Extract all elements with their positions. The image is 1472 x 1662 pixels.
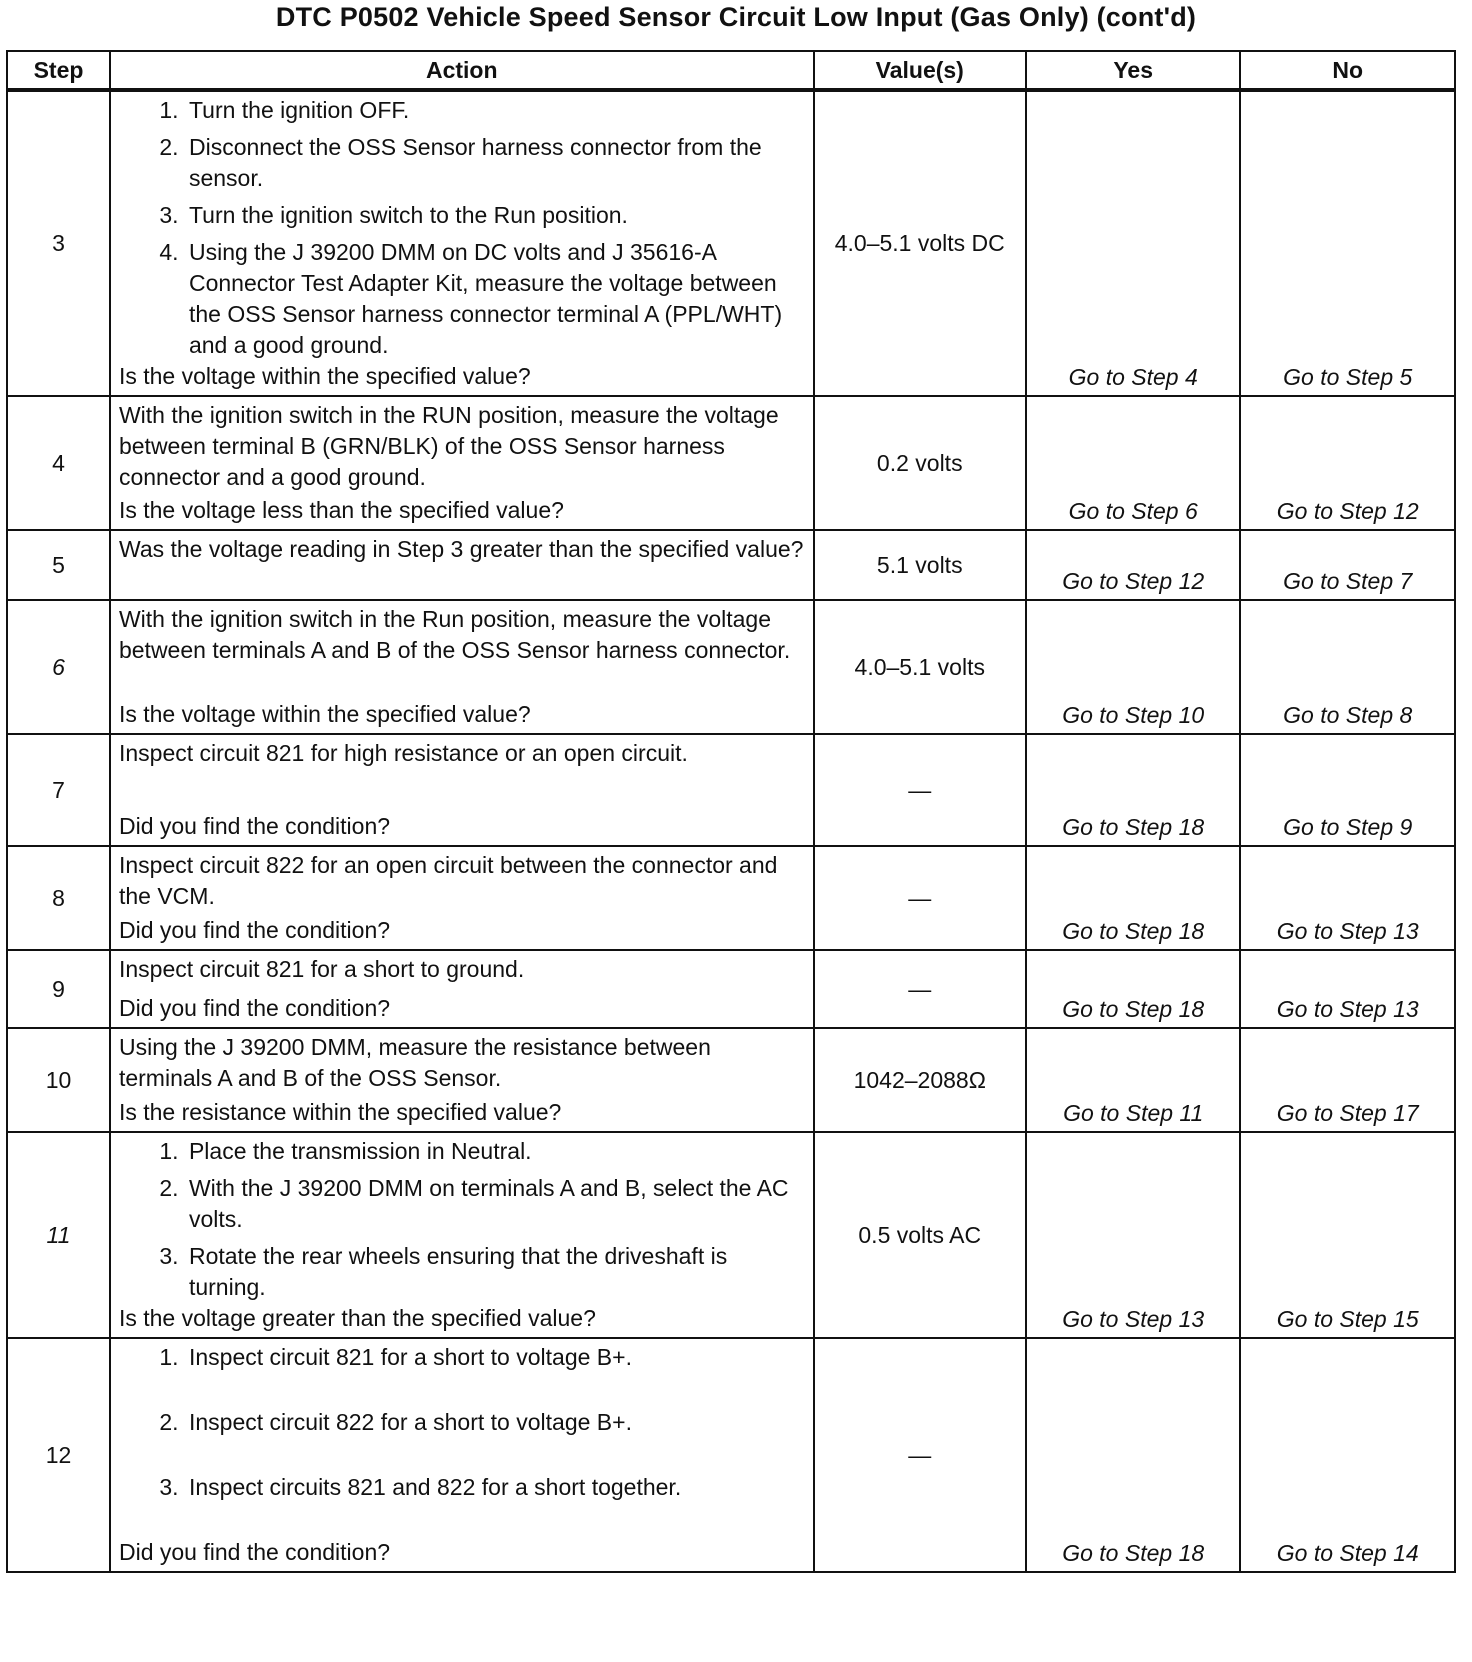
action-instructions (119, 850, 807, 912)
action-question: Did you find the condition? (118, 995, 391, 1021)
action-content (119, 850, 807, 946)
table-row (7, 734, 1455, 846)
action-cell (110, 846, 814, 950)
table-row (7, 950, 1455, 1028)
action-step: 2. Disconnect the OSS Sensor harness connector from the sensor. (185, 132, 807, 194)
action-step: 1. Turn the ignition OFF. (185, 95, 807, 126)
step-number: 8 (7, 846, 110, 950)
action-cell (110, 90, 814, 396)
action-question: Is the voltage within the specified value? (118, 701, 531, 727)
action-question: Did you find the condition? (118, 813, 391, 839)
yes-result: Go to Step 11 (1026, 1028, 1241, 1132)
table-row (7, 1132, 1455, 1338)
table-row (7, 1028, 1455, 1132)
specified-value: — (814, 734, 1026, 846)
specified-value: 1042–2088Ω (814, 1028, 1026, 1132)
action-instructions (119, 738, 807, 769)
table-row (7, 846, 1455, 950)
step-number: 6 (7, 600, 110, 734)
diagnostic-table (6, 50, 1456, 1573)
action-cell (110, 1028, 814, 1132)
no-result: Go to Step 12 (1240, 396, 1455, 530)
action-cell (110, 396, 814, 530)
table-row (7, 1338, 1455, 1572)
action-step: 3. Rotate the rear wheels ensuring that the driveshaft is turning. (185, 1241, 807, 1303)
action-instructions (119, 400, 807, 493)
action-content (119, 534, 807, 596)
action-content (119, 1136, 807, 1334)
action-content (119, 400, 807, 526)
table-header-row (7, 51, 1455, 90)
step-number: 12 (7, 1338, 110, 1572)
step-number: 7 (7, 734, 110, 846)
action-content (119, 95, 807, 392)
action-step: 3. Inspect circuits 821 and 822 for a short together. (185, 1472, 807, 1503)
action-cell (110, 1338, 814, 1572)
action-question: Did you find the condition? (118, 1539, 391, 1565)
step-number: 11 (7, 1132, 110, 1338)
no-result: Go to Step 9 (1240, 734, 1455, 846)
table-row (7, 90, 1455, 396)
action-question: Is the voltage within the specified value? (118, 363, 531, 389)
column-header-step: Step (7, 51, 110, 90)
table-row (7, 530, 1455, 600)
action-content (119, 1032, 807, 1128)
action-instructions (119, 604, 807, 666)
column-header-action: Action (110, 51, 814, 90)
action-step: 2. Inspect circuit 822 for a short to voltage B+. (185, 1407, 807, 1438)
specified-value: 0.2 volts (814, 396, 1026, 530)
no-result: Go to Step 14 (1240, 1338, 1455, 1572)
action-content (119, 604, 807, 730)
page-title: DTC P0502 Vehicle Speed Sensor Circuit Low Input (Gas Only) (cont'd) (275, 2, 1197, 32)
no-result: Go to Step 17 (1240, 1028, 1455, 1132)
yes-result: Go to Step 18 (1026, 734, 1241, 846)
action-cell (110, 530, 814, 600)
action-text: Inspect circuit 821 for high resistance or an open circuit. (118, 740, 688, 766)
action-step: 2. With the J 39200 DMM on terminals A and B, select the AC volts. (185, 1173, 807, 1235)
action-step-list (119, 1136, 807, 1303)
action-text: Inspect circuit 821 for a short to ground. (118, 956, 525, 982)
action-instructions (119, 954, 807, 985)
action-text: With the ignition switch in the Run position, measure the voltage between terminals A and B of the OSS Sensor harness connector. (118, 606, 791, 663)
table-row (7, 396, 1455, 530)
action-content (119, 954, 807, 1024)
action-step-list (119, 95, 807, 361)
action-step: 1. Place the transmission in Neutral. (185, 1136, 807, 1167)
action-question: Is the resistance within the specified value? (118, 1099, 562, 1125)
column-header-yes: Yes (1026, 51, 1241, 90)
action-step-list (119, 1342, 807, 1503)
step-number: 4 (7, 396, 110, 530)
action-instructions (119, 1342, 807, 1503)
column-header-values: Value(s) (814, 51, 1026, 90)
yes-result: Go to Step 10 (1026, 600, 1241, 734)
action-content (119, 738, 807, 842)
no-result: Go to Step 13 (1240, 846, 1455, 950)
action-cell (110, 950, 814, 1028)
action-cell (110, 600, 814, 734)
specified-value: 0.5 volts AC (814, 1132, 1026, 1338)
action-instructions (119, 1032, 807, 1094)
step-number: 10 (7, 1028, 110, 1132)
no-result: Go to Step 5 (1240, 90, 1455, 396)
yes-result: Go to Step 18 (1026, 950, 1241, 1028)
specified-value: — (814, 846, 1026, 950)
no-result: Go to Step 7 (1240, 530, 1455, 600)
action-instructions (119, 95, 807, 361)
action-step: 3. Turn the ignition switch to the Run position. (185, 200, 807, 231)
action-cell (110, 734, 814, 846)
yes-result: Go to Step 4 (1026, 90, 1241, 396)
action-text: With the ignition switch in the RUN position, measure the voltage between terminal B (GRN/BLK) of the OSS Sensor harness connector and a good ground. (118, 402, 779, 490)
specified-value: 4.0–5.1 volts DC (814, 90, 1026, 396)
yes-result: Go to Step 13 (1026, 1132, 1241, 1338)
action-instructions (119, 1136, 807, 1303)
yes-result: Go to Step 6 (1026, 396, 1241, 530)
specified-value: 5.1 volts (814, 530, 1026, 600)
action-question: Is the voltage greater than the specified value? (118, 1305, 596, 1331)
action-text: Inspect circuit 822 for an open circuit between the connector and the VCM. (118, 852, 778, 909)
specified-value: 4.0–5.1 volts (814, 600, 1026, 734)
step-number: 5 (7, 530, 110, 600)
step-number: 3 (7, 90, 110, 396)
action-question: Is the voltage less than the specified value? (118, 497, 564, 523)
no-result: Go to Step 13 (1240, 950, 1455, 1028)
step-number: 9 (7, 950, 110, 1028)
no-result: Go to Step 8 (1240, 600, 1455, 734)
yes-result: Go to Step 18 (1026, 846, 1241, 950)
table-row (7, 600, 1455, 734)
action-cell (110, 1132, 814, 1338)
column-header-no: No (1240, 51, 1455, 90)
specified-value: — (814, 1338, 1026, 1572)
table-body (7, 90, 1455, 1572)
action-instructions (119, 534, 807, 565)
action-step: 1. Inspect circuit 821 for a short to voltage B+. (185, 1342, 807, 1373)
yes-result: Go to Step 12 (1026, 530, 1241, 600)
action-content (119, 1342, 807, 1568)
action-step: 4. Using the J 39200 DMM on DC volts and J 35616-A Connector Test Adapter Kit, measure the voltage between the OSS Sensor harness connector terminal A (PPL/WHT) and a good ground. (185, 237, 807, 361)
no-result: Go to Step 15 (1240, 1132, 1455, 1338)
yes-result: Go to Step 18 (1026, 1338, 1241, 1572)
specified-value: — (814, 950, 1026, 1028)
action-text: Using the J 39200 DMM, measure the resistance between terminals A and B of the OSS Sensor. (118, 1034, 711, 1091)
action-text: Was the voltage reading in Step 3 greater than the specified value? (118, 536, 804, 562)
action-question: Did you find the condition? (118, 917, 391, 943)
